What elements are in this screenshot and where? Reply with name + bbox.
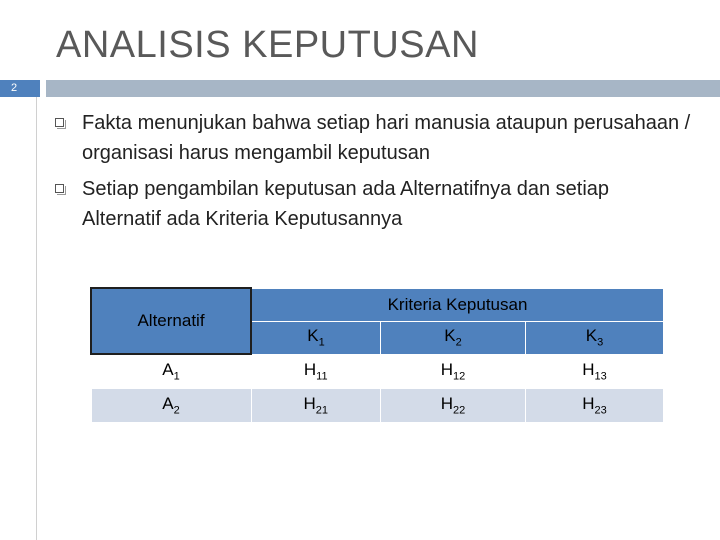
decision-table bbox=[90, 287, 664, 423]
title-rule bbox=[46, 80, 720, 97]
header-k2 bbox=[381, 321, 526, 354]
h-sub: 12 bbox=[453, 370, 466, 383]
k1-base: K bbox=[307, 326, 319, 346]
table-row bbox=[91, 388, 664, 422]
page-number: 2 bbox=[0, 80, 40, 97]
h-cell bbox=[381, 388, 526, 422]
header-alternatif-label: Alternatif bbox=[137, 311, 205, 330]
alt-sub: 2 bbox=[173, 404, 180, 417]
k2-base: K bbox=[444, 326, 456, 346]
alt-sub: 1 bbox=[173, 370, 180, 383]
header-kriteria bbox=[251, 288, 664, 321]
bullet-list bbox=[52, 108, 692, 240]
bullet-text: Setiap pengambilan keputusan ada Alternatifnya dan setiap Alternatif ada Kriteria Keputusannya bbox=[82, 178, 610, 230]
table-row bbox=[91, 354, 664, 388]
h-base: H bbox=[440, 359, 454, 379]
k2-sub: 2 bbox=[455, 336, 462, 349]
slide-title: ANALISIS KEPUTUSAN bbox=[56, 24, 479, 66]
h-base: H bbox=[303, 393, 316, 413]
h-cell bbox=[251, 388, 381, 422]
h-base: H bbox=[582, 359, 595, 379]
alt-base: A bbox=[162, 360, 174, 380]
bullet-text: Fakta menunjukan bahwa setiap hari manusia ataupun perusahaan / organisasi harus mengambil keputusan bbox=[82, 112, 691, 164]
header-alternatif bbox=[91, 288, 251, 354]
alt-cell bbox=[91, 388, 251, 422]
alt-cell bbox=[91, 354, 251, 388]
header-kriteria-label: Kriteria Keputusan bbox=[387, 294, 528, 314]
h-cell bbox=[381, 354, 526, 388]
header-k1 bbox=[251, 321, 381, 354]
h-cell bbox=[526, 388, 664, 422]
k1-sub: 1 bbox=[318, 336, 325, 349]
bullet-item bbox=[52, 174, 692, 234]
square-bullet-icon bbox=[55, 118, 64, 127]
h-base: H bbox=[440, 393, 454, 413]
h-sub: 23 bbox=[594, 404, 607, 417]
k3-base: K bbox=[585, 326, 598, 346]
h-base: H bbox=[303, 359, 317, 379]
left-rule bbox=[36, 97, 37, 540]
h-sub: 11 bbox=[316, 370, 328, 383]
alt-base: A bbox=[162, 393, 174, 413]
h-sub: 22 bbox=[453, 404, 466, 417]
h-cell bbox=[526, 354, 664, 388]
h-sub: 21 bbox=[315, 404, 329, 417]
h-cell bbox=[251, 354, 381, 388]
h-base: H bbox=[582, 393, 595, 413]
h-sub: 13 bbox=[594, 370, 607, 383]
k3-sub: 3 bbox=[597, 336, 604, 349]
bullet-item bbox=[52, 108, 692, 168]
square-bullet-icon bbox=[55, 184, 64, 193]
header-k3 bbox=[526, 321, 664, 354]
